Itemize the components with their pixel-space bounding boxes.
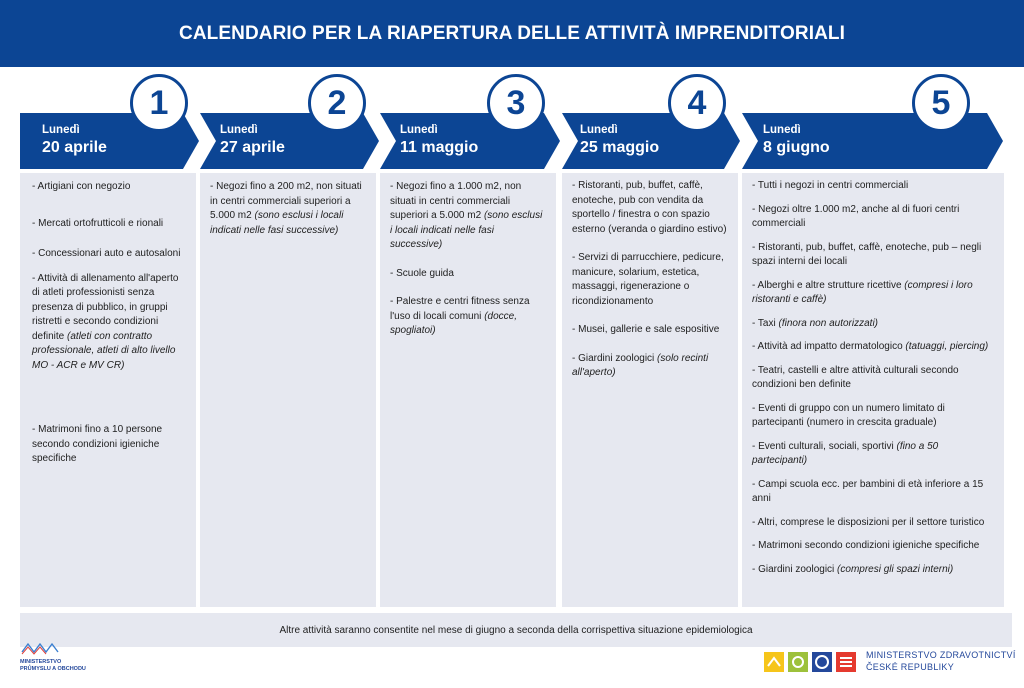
activity-item [572,251,728,309]
phase-3-activities [380,173,556,607]
activity-item [572,323,728,338]
activity-item [32,423,186,467]
phase-day: Lunedì [400,124,438,136]
phase-label-1 [42,124,107,157]
activity-text: - Teatri, castelli e altre attività culturali secondo condizioni ben definite [752,364,959,390]
activity-text: - Negozi fino a 1.000 m2, non situati in centri commerciali superiori a 5.000 m2 [390,181,522,221]
activity-text: - Matrimoni fino a 10 persone secondo condizioni igieniche specifiche [32,424,163,464]
activity-text: - Campi scuola ecc. per bambini di età inferiore a 15 anni [752,478,984,504]
activity-text: - Eventi culturali, sociali, sportivi [752,440,897,452]
activity-note: (atleti con contratto professionale, atleti di alto livello MO - ACR e MV CR) [32,330,176,371]
logo-right-line-1: MINISTERSTVO ZDRAVOTNICTVÍ [866,650,1016,660]
activity-item [752,563,994,578]
ministry-health-logo [764,648,1024,684]
phase-label-5 [763,124,830,157]
activity-note: (compresi gli spazi interni) [837,563,954,575]
logo-right-line-2: ČESKÉ REPUBLIKY [866,662,955,672]
activity-text: - Attività di allenamento all'aperto di atleti professionisti senza presenza di pubblico, in gruppi ristretti e secondo condizioni definite [32,272,179,342]
activity-item [32,272,186,374]
activity-text: - Negozi oltre 1.000 m2, anche al di fuori centri commerciali [752,203,960,229]
phase-date: 8 giugno [763,139,830,156]
phase-date: 11 maggio [400,139,479,156]
phase-date: 20 aprile [42,139,107,156]
footer-note [20,613,1012,647]
phase-day: Lunedì [42,124,80,136]
phase-number-3: 3 [487,74,545,132]
activity-item [752,402,994,431]
activity-text: - Taxi [752,317,779,329]
activity-item [752,203,994,232]
activity-text: - Tutti i negozi in centri commerciali [752,180,909,191]
activity-item [32,247,186,262]
page-title: CALENDARIO PER LA RIAPERTURA DELLE ATTIVITÀ IMPRENDITORIALI [179,22,845,44]
activity-note: (fino a 50 partecipanti) [752,440,939,466]
activity-text: - Mercati ortofrutticoli e rionali [32,217,164,229]
activity-text: - Servizi di parrucchiere, pedicure, manicure, solarium, estetica, massaggi, rigenerazione o ricondizionamento [572,252,724,307]
activity-text: - Altri, comprese le disposizioni per il settore turistico [752,516,985,528]
activity-item [572,179,728,237]
activity-item [752,478,994,507]
footer-note-text: Altre attività saranno consentite nel mese di giugno a seconda della corrispettiva situazione epidemiologica [279,624,753,636]
phase-4-activities [562,173,738,607]
phase-1-activities [20,173,196,607]
activity-item [752,241,994,270]
phase-day: Lunedì [580,124,618,136]
phase-label-4 [580,124,659,157]
activity-item [32,217,186,232]
phase-date: 25 maggio [580,139,660,156]
phase-number-2: 2 [308,74,366,132]
activity-text: - Artigiani con negozio [32,181,131,192]
logo-squares-icon [764,650,856,674]
phase-label-3 [400,124,478,157]
activity-text: - Negozi fino a 200 m2, non situati in centri commerciali superiori a 5.000 m2 [210,181,362,221]
activity-text: - Giardini zoologici [572,352,658,364]
activity-text: - Palestre e centri fitness senza l'uso di locali comuni [390,296,530,322]
activity-item [752,340,994,355]
phase-day: Lunedì [763,124,801,136]
activity-text: - Ristoranti, pub, buffet, caffè, enoteche, pub – negli spazi interni dei locali [752,241,982,267]
activity-note: (tatuaggi, piercing) [905,341,989,352]
phase-5-activities [742,173,1004,607]
logo-waves-icon [20,640,60,656]
activity-text: - Ristoranti, pub, buffet, caffè, enoteche, pub con vendita da sportello / finestra o con spazio esterno (veranda o giardino estivo) [572,180,727,235]
activity-item [752,317,994,332]
activity-item [210,180,366,238]
activity-note: (docce, spogliatoi) [390,310,517,336]
phase-2-activities [200,173,376,607]
activity-text: - Alberghi e altre strutture ricettive [752,279,905,291]
activity-note: (sono esclusi i locali indicati nelle fasi successive) [210,210,344,236]
activity-item [390,180,546,253]
activity-item [752,440,994,469]
logo-left-line-2: PRŮMYSLU A OBCHODU [20,666,86,672]
activity-text: - Eventi di gruppo con un numero limitato di partecipanti (numero in crescita graduale) [752,402,945,428]
activity-item [752,516,994,531]
activity-item [390,267,546,282]
activity-text: - Scuole guida [390,267,454,279]
activity-note: (solo recinti all'aperto) [572,352,709,378]
activity-note: (finora non autorizzati) [778,317,878,329]
phase-label-2 [220,124,285,157]
activity-text: - Musei, gallerie e sale espositive [572,324,720,335]
phase-day: Lunedì [220,124,258,136]
activity-item [32,180,186,195]
activity-text: - Matrimoni secondo condizioni igieniche specifiche [752,540,980,551]
activity-text: - Attività ad impatto dermatologico [752,341,906,352]
activity-item [390,295,546,339]
activity-note: (compresi i loro ristoranti e caffè) [752,279,973,305]
activity-item [752,179,994,194]
logo-left-line-1: MINISTERSTVO [20,659,62,665]
phase-number-5: 5 [912,74,970,132]
phase-number-1: 1 [130,74,188,132]
activity-item [752,279,994,308]
activity-item [752,364,994,393]
ministry-industry-logo [20,640,140,680]
activity-text: - Giardini zoologici [752,563,838,575]
activity-note: (sono esclusi i locali indicati nelle fasi successive) [390,210,543,250]
activity-item [572,352,728,381]
phase-number-4: 4 [668,74,726,132]
phase-date: 27 aprile [220,139,285,156]
activity-text: - Concessionari auto e autosaloni [32,248,181,259]
activity-item [752,539,994,554]
